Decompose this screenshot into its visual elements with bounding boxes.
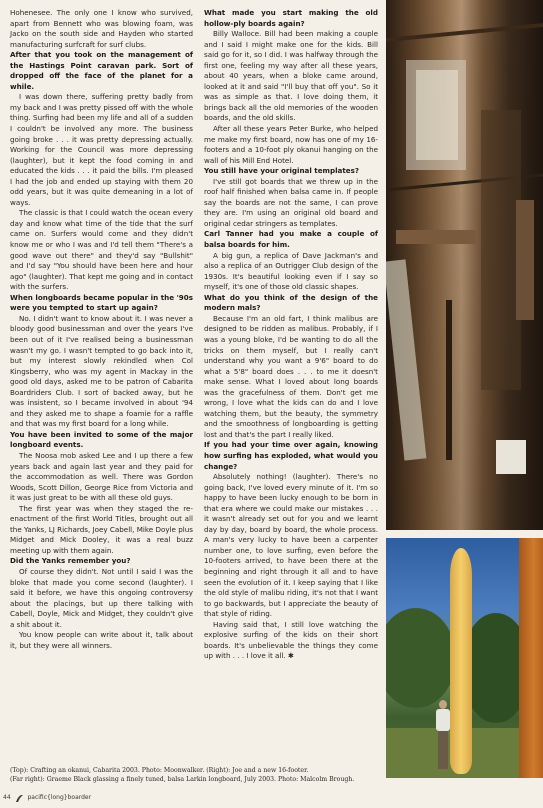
interview-question: You have been invited to some of the major longboard events. xyxy=(10,429,193,450)
interview-answer-paragraph: I was down there, suffering pretty badly from my back and I was pretty pissed off with the whole thing. Surfing had been my life and all of a sudden I couldn't be involved any more. The business going broke . . . it was pretty depressing actually. Working for the Council was more depressing (laughter), but it kept the food coming in and educated the kids . . . it paid the bills. I'm pleased I had the job and ended up staying with them 20 odd years, but it was quite demeaning in a lot of ways. xyxy=(10,92,193,207)
caption-line-1: (Top): Crafting an okanui, Cabarita 2003. Photo: Moonwalker. (Right): Joe and a new 16-footer. xyxy=(10,767,309,774)
interview-answer-paragraph: The first year was when they staged the re-enactment of the first World Titles, brought out all the Yanks, LJ Richards, Joey Cabell, Mike Doyle plus Midget and Mick Dooley, it was a real buzz meeting up with them again. xyxy=(10,503,193,555)
surfer-logo-icon xyxy=(15,793,24,803)
interview-answer-paragraph: You know people can write about it, talk about it, but they were all winners. xyxy=(10,630,193,650)
interview-answer-paragraph: I've still got boards that we threw up in the roof half finished when balsa came in. If people say the boards are not the same, I can prove they are. I'm using an original old board and original cedar stringers as templates. xyxy=(204,176,378,228)
interview-answer-paragraph: Of course they didn't. Not until I said I was the bloke that made you come second (laughter). I said it before, we have this ongoing controversy about the placings, but up there talking with Cabell, Doyle, Mick and Midget, they couldn't give a shit about it. xyxy=(10,566,193,629)
interview-question: What do you think of the design of the modern mals? xyxy=(204,292,378,313)
workshop-photo xyxy=(386,0,543,530)
page-number: 44 xyxy=(3,794,11,801)
longboard-surfboard xyxy=(450,548,472,774)
interview-question: After that you took on the management of the Hastings Point caravan park. Sort of dropped off the face of the planet for a while. xyxy=(10,50,193,91)
interview-answer-paragraph: After all these years Peter Burke, who helped me make my first board, now has one of my 16-footers and a 10-foot ply okanui hanging on the wall of his Mill End Hotel. xyxy=(204,124,378,165)
interview-answer-paragraph: Billy Walloce. Bill had been making a couple and I said I might make one for the kids. Bill said go for it, so I did. I was halfway through the first one, feeling my way after all these years, about 40 years, when a bloke came around, looked at it and said "I'll buy that off you". So it was as simple as that. I love doing them, it brings back all the old memories of the wooden boards, and the old skills. xyxy=(204,29,378,123)
caption-line-2: (Far right): Graeme Black glassing a finely tuned, balsa Larkin longboard, July 2003. Photo: Malcolm Brough. xyxy=(10,775,355,783)
interview-question: Did the Yanks remember you? xyxy=(10,556,131,566)
interview-question: If you had your time over again, knowing how surfing has exploded, what would you change? xyxy=(204,440,378,471)
interview-answer-paragraph: Having said that, I still love watching the explosive surfing of the kids on their short boards. It's unbelievable the things they come up with . . . I love it all. ✱ xyxy=(204,619,378,661)
interview-question: When longboards became popular in the '90s were you tempted to start up again? xyxy=(10,292,193,313)
interview-question: You still have your original templates? xyxy=(204,166,360,176)
interview-answer-paragraph: Absolutely nothing! (laughter). There's no going back, I've loved every minute of it. I'm so happy to have been lucky enough to be born in that era where we could make our mistakes . . . it wasn't already set out for you and we learnt day by day, board by board, the whole process. A man's very lucky to have been a carpenter number one, to love surfing, even before the 10-footers arrived, to have been there at the beginning and right through it all and to have seen the evolution of it. I keep saying that I like the old style of malibu riding, it's not that I want to go backwards, but I appreciate the beauty of that style of riding. xyxy=(204,472,378,619)
interview-question: Carl Tanner had you make a couple of balsa boards for him. xyxy=(204,229,378,250)
interview-question: What made you start making the old hollow-ply boards again? xyxy=(204,8,378,28)
interview-answer-paragraph: The Noosa mob asked Lee and I up there a few years back and again last year and they paid for the accommodation as well. There was Gordon Woods, Scott Dillon, George Rice from Victoria and it was just great to be with all these old guys. xyxy=(10,450,193,503)
interview-answer-paragraph: Because I'm an old fart, I think malibus are designed to be ridden as malibus. Probably, if I was a young bloke, I'd be wanting to do all the tricks on them myself, but I really can't understand why you want a 9'6" board to do what a 5'8" board does . . . to me it doesn't make sense. What I loved about long boards was the gracefulness of them. Don't get me wrong, I love what the kids can do and I love watching them, but the beauty, the symmetry and the smoothness of longboarding is getting lost and that's the part I really liked. xyxy=(204,313,378,439)
interview-answer-paragraph: A big gun, a replica of Dave Jackman's and also a replica of an Outrigger Club design of the 1930s. It's beautiful looking even if I say so myself, it's one of those old classic shapes. xyxy=(204,250,378,292)
interview-answer-paragraph: Hohenesee. The only one I know who survived, apart from Bennett who was blowing foam, was Jacko on the south side and Hayden who started manufacturing surfcraft for surf clubs. xyxy=(10,8,193,49)
surfer-figure xyxy=(436,700,450,770)
magazine-name: pacific{long}boarder xyxy=(27,794,92,801)
photo-edge-strip xyxy=(519,538,543,778)
article-column-1 xyxy=(10,8,193,651)
page-footer xyxy=(0,791,260,804)
workshop-photo-illustration xyxy=(386,0,543,530)
interview-answer-paragraph: No. I didn't want to know about it. I was never a bloody good businessman and over the years I've been out of it I've realised being a businessman wasn't my go. I wasn't tempted to go back into it, but my interest slowly rekindled when Col Kingsberry, who was my agent in Mackay in the good old days, asked me to be patron of Cabarita Boardriders Club. I sort of backed away, but he was insistent, so I became involved in about '94 and they asked me to shape a foamie for a raffle and that was my first board for a long while. xyxy=(10,313,193,429)
interview-answer-paragraph: The classic is that I could watch the ocean every day and know what time of the tide that the surf came on. Surfers would come and they didn't know me or who I was and I'd tell them "There's a good wave out there" and they'd say "Bullshit" and I'd say "You should have been here and hour ago" (laughter). That kept me going and in contact with the surfers. xyxy=(10,208,193,292)
photo-captions xyxy=(10,767,382,784)
article-column-2 xyxy=(204,8,378,662)
